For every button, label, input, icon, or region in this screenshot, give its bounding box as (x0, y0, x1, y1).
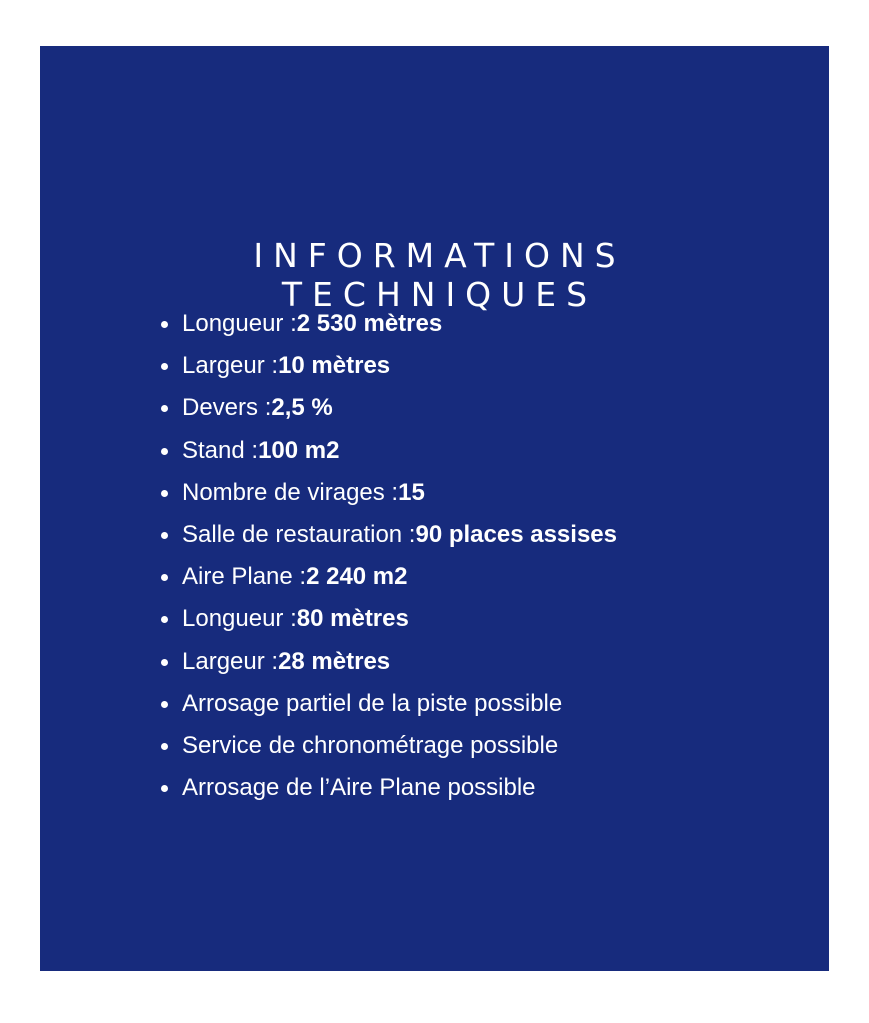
spec-label: Arrosage partiel de la piste possible (182, 689, 563, 717)
spec-value: 15 (398, 478, 425, 506)
bullet-icon (161, 616, 168, 623)
spec-item (161, 392, 617, 434)
spec-item (161, 519, 617, 561)
spec-label: Nombre de virages : (182, 478, 399, 506)
spec-item (161, 435, 617, 477)
title-line-1: INFORMATIONS (253, 236, 626, 276)
bullet-icon (161, 405, 168, 412)
bullet-icon (161, 701, 168, 708)
spec-item (161, 350, 617, 392)
spec-item (161, 646, 617, 688)
spec-label: Longueur : (182, 310, 297, 337)
spec-item (161, 603, 617, 645)
spec-item (161, 688, 617, 730)
spec-item (161, 561, 617, 603)
title-line-2: TECHNIQUES (281, 275, 598, 315)
bullet-icon (161, 490, 168, 497)
spec-value: 80 mètres (296, 605, 409, 633)
spec-label: Stand : (182, 436, 259, 464)
spec-list (161, 308, 617, 814)
spec-item (161, 308, 617, 350)
spec-value: 28 mètres (278, 647, 391, 675)
spec-label: Salle de restauration : (182, 520, 416, 548)
spec-value: 90 places assises (415, 520, 617, 548)
spec-value: 100 m2 (258, 436, 340, 464)
bullet-icon (161, 743, 168, 750)
spec-item (161, 772, 617, 814)
bullet-icon (161, 574, 168, 581)
spec-label: Aire Plane : (182, 563, 307, 591)
bullet-icon (161, 659, 168, 666)
spec-item (161, 477, 617, 519)
spec-value: 10 mètres (278, 352, 391, 380)
spec-label: Largeur : (182, 352, 279, 380)
spec-label: Devers : (182, 394, 272, 422)
bullet-icon (161, 532, 168, 539)
spec-value: 2 240 m2 (306, 563, 408, 591)
bullet-icon (161, 448, 168, 455)
bullet-icon (161, 321, 168, 328)
spec-label: Arrosage de l’Aire Plane possible (182, 774, 536, 802)
spec-value: 2 530 mètres (296, 310, 443, 337)
spec-item (161, 730, 617, 772)
bullet-icon (161, 363, 168, 370)
spec-label: Longueur : (182, 605, 297, 633)
info-panel (40, 46, 829, 971)
spec-label: Service de chronométrage possible (182, 731, 559, 759)
section-title (40, 236, 829, 314)
bullet-icon (161, 785, 168, 792)
spec-label: Largeur : (182, 647, 279, 675)
spec-value: 2,5 % (271, 394, 333, 422)
